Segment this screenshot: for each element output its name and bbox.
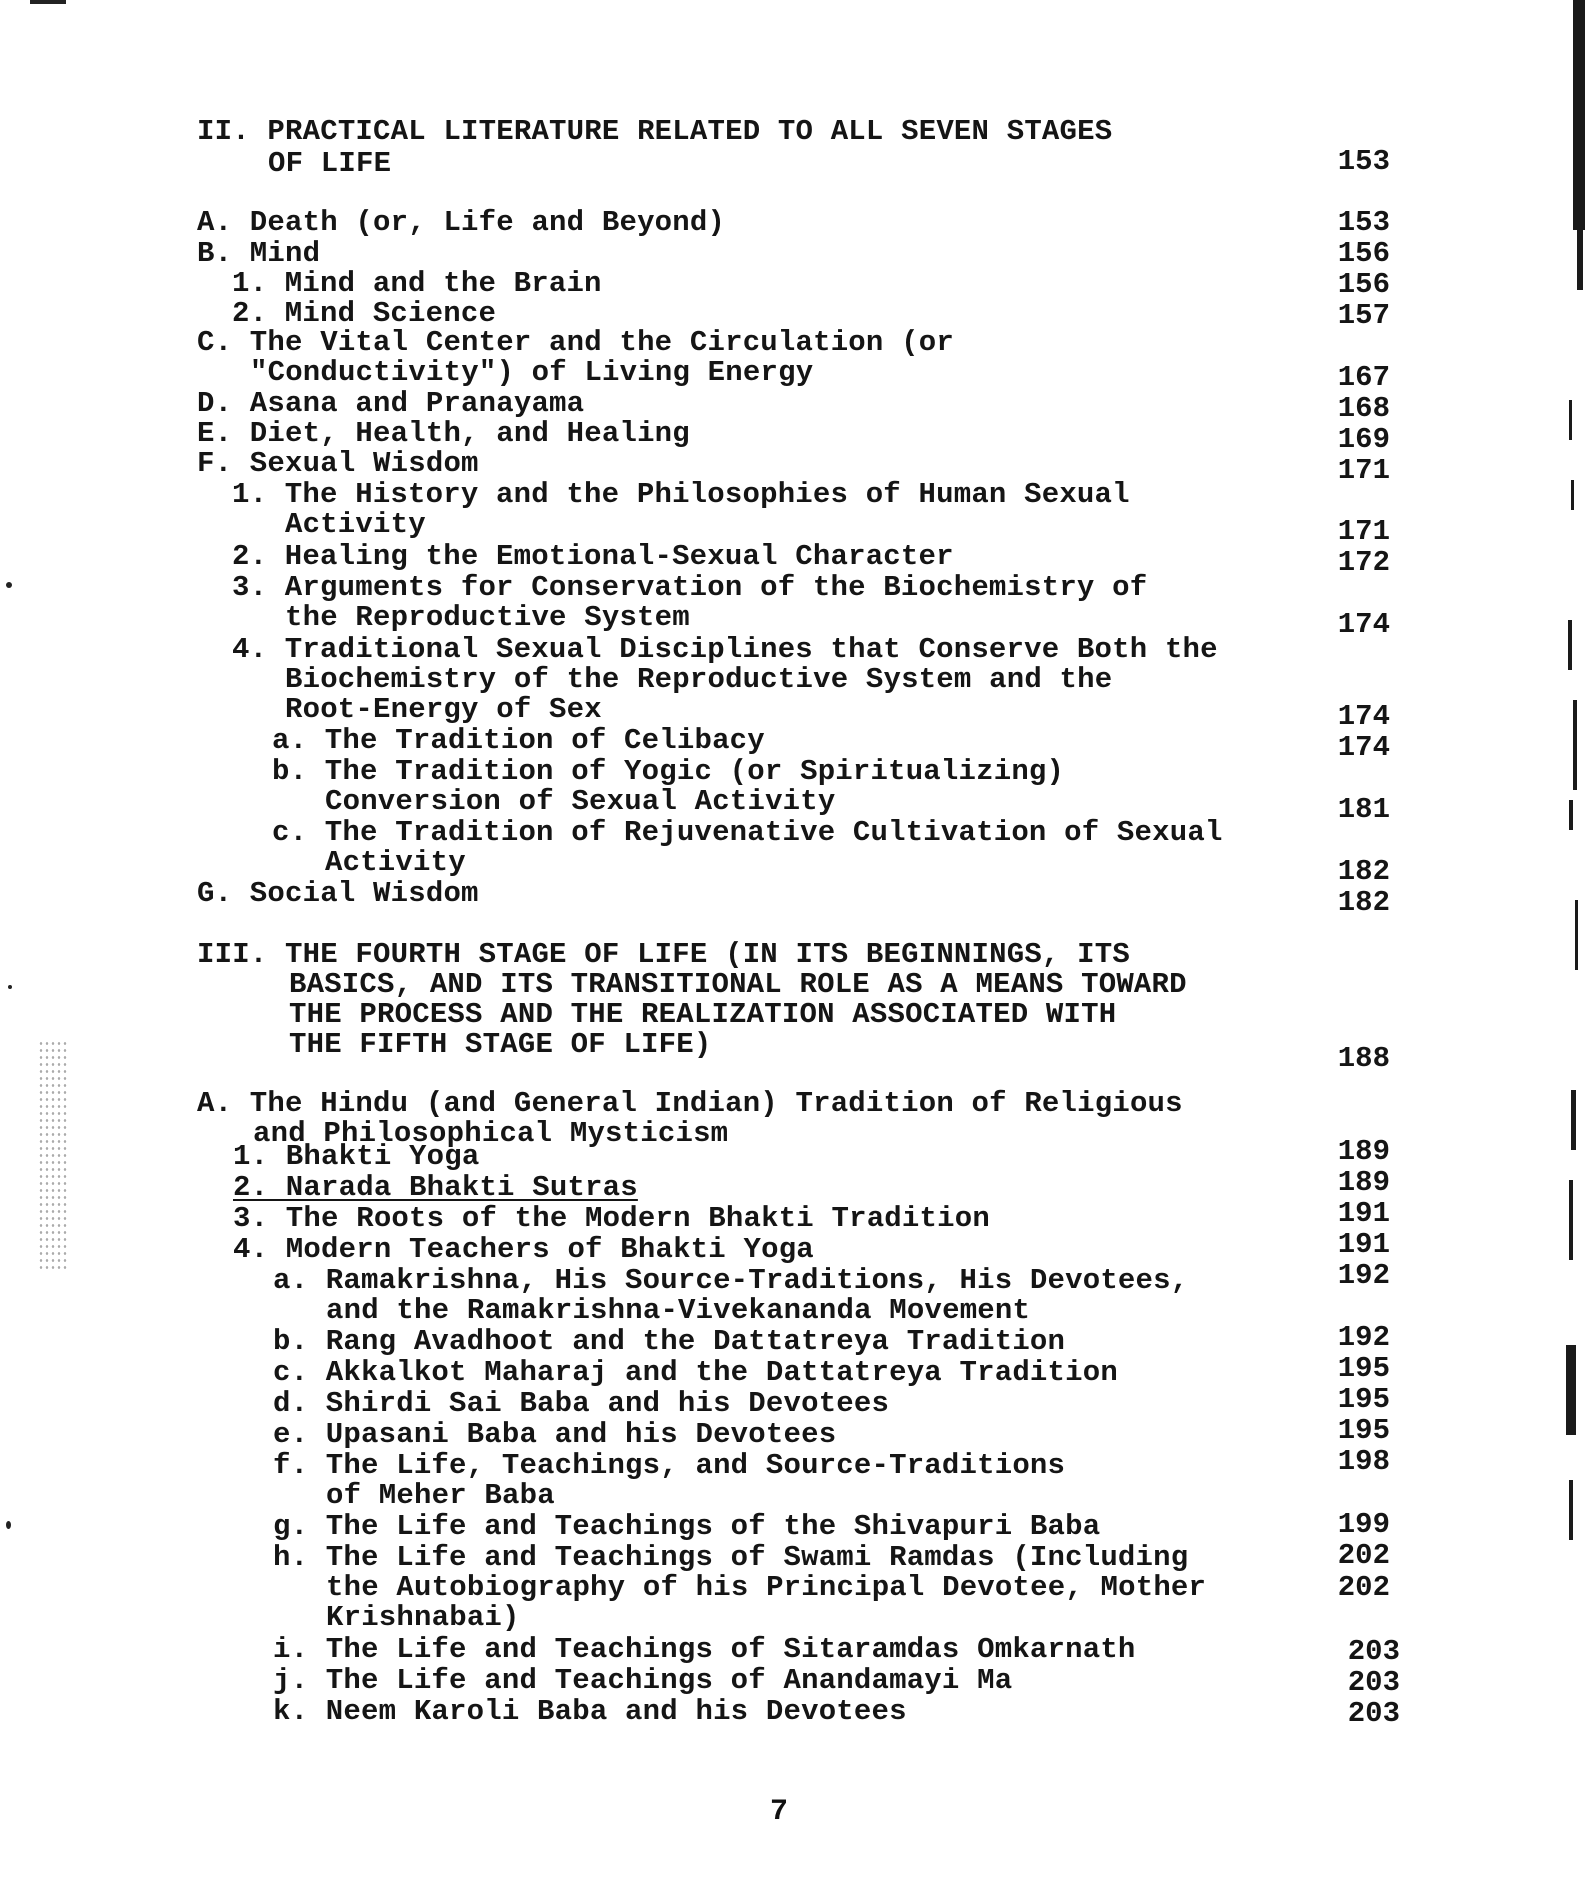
toc-entry-continuation: Krishnabai) bbox=[326, 1601, 520, 1634]
toc-page-number: 153 bbox=[1337, 206, 1390, 239]
scan-speck bbox=[6, 1521, 11, 1529]
toc-entry: 2. Narada Bhakti Sutras bbox=[233, 1171, 638, 1204]
toc-entry: a. Ramakrishna, His Source-Traditions, His Devotees, bbox=[273, 1264, 1189, 1297]
toc-entry: 3. Arguments for Conservation of the Biochemistry of bbox=[232, 571, 1148, 604]
toc-page-number: 202 bbox=[1337, 1571, 1390, 1604]
toc-entry-continuation: the Autobiography of his Principal Devotee, Mother bbox=[326, 1571, 1207, 1604]
section-page-number: 153 bbox=[1337, 145, 1390, 178]
toc-entry-continuation: Activity bbox=[285, 508, 426, 541]
toc-entry: 1. The History and the Philosophies of Human Sexual bbox=[232, 478, 1130, 511]
toc-entry: g. The Life and Teachings of the Shivapuri Baba bbox=[273, 1510, 1101, 1543]
toc-page-number: 189 bbox=[1337, 1166, 1390, 1199]
toc-page-number: 156 bbox=[1337, 268, 1390, 301]
scan-speck bbox=[6, 582, 12, 588]
section-page-number: 188 bbox=[1337, 1042, 1390, 1075]
toc-page-number: 156 bbox=[1337, 237, 1390, 270]
toc-page-number: 174 bbox=[1337, 731, 1390, 764]
toc-page-number: 174 bbox=[1337, 608, 1390, 641]
section-heading-line: THE FIFTH STAGE OF LIFE) bbox=[289, 1028, 712, 1061]
toc-page-number: 199 bbox=[1337, 1508, 1390, 1541]
toc-entry: A. The Hindu (and General Indian) Tradition of Religious bbox=[197, 1087, 1183, 1120]
toc-entry: 2. Mind Science bbox=[232, 297, 497, 330]
toc-page-number: 171 bbox=[1337, 515, 1390, 548]
toc-entry-continuation: Biochemistry of the Reproductive System and the bbox=[285, 663, 1113, 696]
toc-entry-continuation: "Conductivity") of Living Energy bbox=[250, 356, 814, 389]
toc-page-number: 198 bbox=[1337, 1445, 1390, 1478]
toc-entry: 1. Mind and the Brain bbox=[232, 267, 602, 300]
toc-entry-continuation: of Meher Baba bbox=[326, 1479, 555, 1512]
toc-entry: A. Death (or, Life and Beyond) bbox=[197, 206, 726, 239]
toc-entry: C. The Vital Center and the Circulation (or bbox=[197, 326, 954, 359]
toc-entry: 3. The Roots of the Modern Bhakti Tradition bbox=[233, 1202, 990, 1235]
toc-page-number: 203 bbox=[1347, 1635, 1400, 1668]
section-heading-line: THE PROCESS AND THE REALIZATION ASSOCIATED WITH bbox=[289, 998, 1117, 1031]
toc-entry: i. The Life and Teachings of Sitaramdas Omkarnath bbox=[273, 1633, 1136, 1666]
toc-page-number: 167 bbox=[1337, 361, 1390, 394]
toc-entry-continuation: and Philosophical Mysticism bbox=[253, 1117, 729, 1150]
toc-page-number: 195 bbox=[1337, 1414, 1390, 1447]
toc-entry-continuation: Activity bbox=[325, 846, 466, 879]
toc-entry: B. Mind bbox=[197, 237, 321, 270]
toc-page-number: 203 bbox=[1347, 1666, 1400, 1699]
toc-entry: G. Social Wisdom bbox=[197, 877, 479, 910]
toc-page-number: 171 bbox=[1337, 454, 1390, 487]
toc-page-number: 169 bbox=[1337, 423, 1390, 456]
toc-page-number: 195 bbox=[1337, 1383, 1390, 1416]
toc-page-number: 202 bbox=[1337, 1539, 1390, 1572]
scan-speck bbox=[8, 985, 12, 989]
toc-entry: b. Rang Avadhoot and the Dattatreya Tradition bbox=[273, 1325, 1066, 1358]
toc-entry: c. The Tradition of Rejuvenative Cultivation of Sexual bbox=[272, 816, 1223, 849]
toc-page-number: 189 bbox=[1337, 1135, 1390, 1168]
toc-page-number: 168 bbox=[1337, 392, 1390, 425]
toc-page-number: 182 bbox=[1337, 855, 1390, 888]
toc-page-number: 195 bbox=[1337, 1352, 1390, 1385]
toc-page-number: 191 bbox=[1337, 1228, 1390, 1261]
toc-entry: 1. Bhakti Yoga bbox=[233, 1140, 480, 1173]
toc-entry: b. The Tradition of Yogic (or Spiritualizing) bbox=[272, 755, 1065, 788]
scan-noise bbox=[38, 1040, 68, 1270]
toc-entry-continuation: and the Ramakrishna-Vivekananda Movement bbox=[326, 1294, 1031, 1327]
toc-entry: D. Asana and Pranayama bbox=[197, 387, 585, 420]
toc-entry: d. Shirdi Sai Baba and his Devotees bbox=[273, 1387, 890, 1420]
toc-page-number: 203 bbox=[1347, 1697, 1400, 1730]
section-heading-line: III. THE FOURTH STAGE OF LIFE (IN ITS BEGINNINGS, ITS bbox=[197, 938, 1130, 971]
toc-entry: 4. Modern Teachers of Bhakti Yoga bbox=[233, 1233, 814, 1266]
toc-entry: 4. Traditional Sexual Disciplines that Conserve Both the bbox=[232, 633, 1218, 666]
toc-page-number: 182 bbox=[1337, 886, 1390, 919]
toc-page-number: 174 bbox=[1337, 700, 1390, 733]
section-heading-line: II. PRACTICAL LITERATURE RELATED TO ALL SEVEN STAGES bbox=[197, 115, 1113, 148]
toc-page-number: 172 bbox=[1337, 546, 1390, 579]
toc-entry-continuation: Conversion of Sexual Activity bbox=[325, 785, 836, 818]
toc-entry: 2. Healing the Emotional-Sexual Character bbox=[232, 540, 954, 573]
toc-entry: c. Akkalkot Maharaj and the Dattatreya Tradition bbox=[273, 1356, 1118, 1389]
toc-entry: h. The Life and Teachings of Swami Ramdas (Including bbox=[273, 1541, 1189, 1574]
toc-entry: F. Sexual Wisdom bbox=[197, 447, 479, 480]
section-heading-line: BASICS, AND ITS TRANSITIONAL ROLE AS A MEANS TOWARD bbox=[289, 968, 1187, 1001]
toc-entry: f. The Life, Teachings, and Source-Traditions bbox=[273, 1449, 1066, 1482]
scan-mark bbox=[30, 0, 66, 4]
toc-entry-continuation: the Reproductive System bbox=[285, 601, 690, 634]
toc-entry: a. The Tradition of Celibacy bbox=[272, 724, 765, 757]
toc-page-number: 181 bbox=[1337, 793, 1390, 826]
scan-edge bbox=[1563, 0, 1585, 1892]
toc-page-number: 191 bbox=[1337, 1197, 1390, 1230]
toc-entry: e. Upasani Baba and his Devotees bbox=[273, 1418, 837, 1451]
toc-page-number: 157 bbox=[1337, 299, 1390, 332]
toc-entry-continuation: Root-Energy of Sex bbox=[285, 693, 602, 726]
page-number: 7 bbox=[770, 1795, 789, 1829]
toc-page-number: 192 bbox=[1337, 1259, 1390, 1292]
toc-page-number: 192 bbox=[1337, 1321, 1390, 1354]
toc-entry: j. The Life and Teachings of Anandamayi Ma bbox=[273, 1664, 1013, 1697]
toc-entry: E. Diet, Health, and Healing bbox=[197, 417, 690, 450]
section-heading-line: OF LIFE bbox=[268, 147, 392, 180]
toc-entry: k. Neem Karoli Baba and his Devotees bbox=[273, 1695, 907, 1728]
